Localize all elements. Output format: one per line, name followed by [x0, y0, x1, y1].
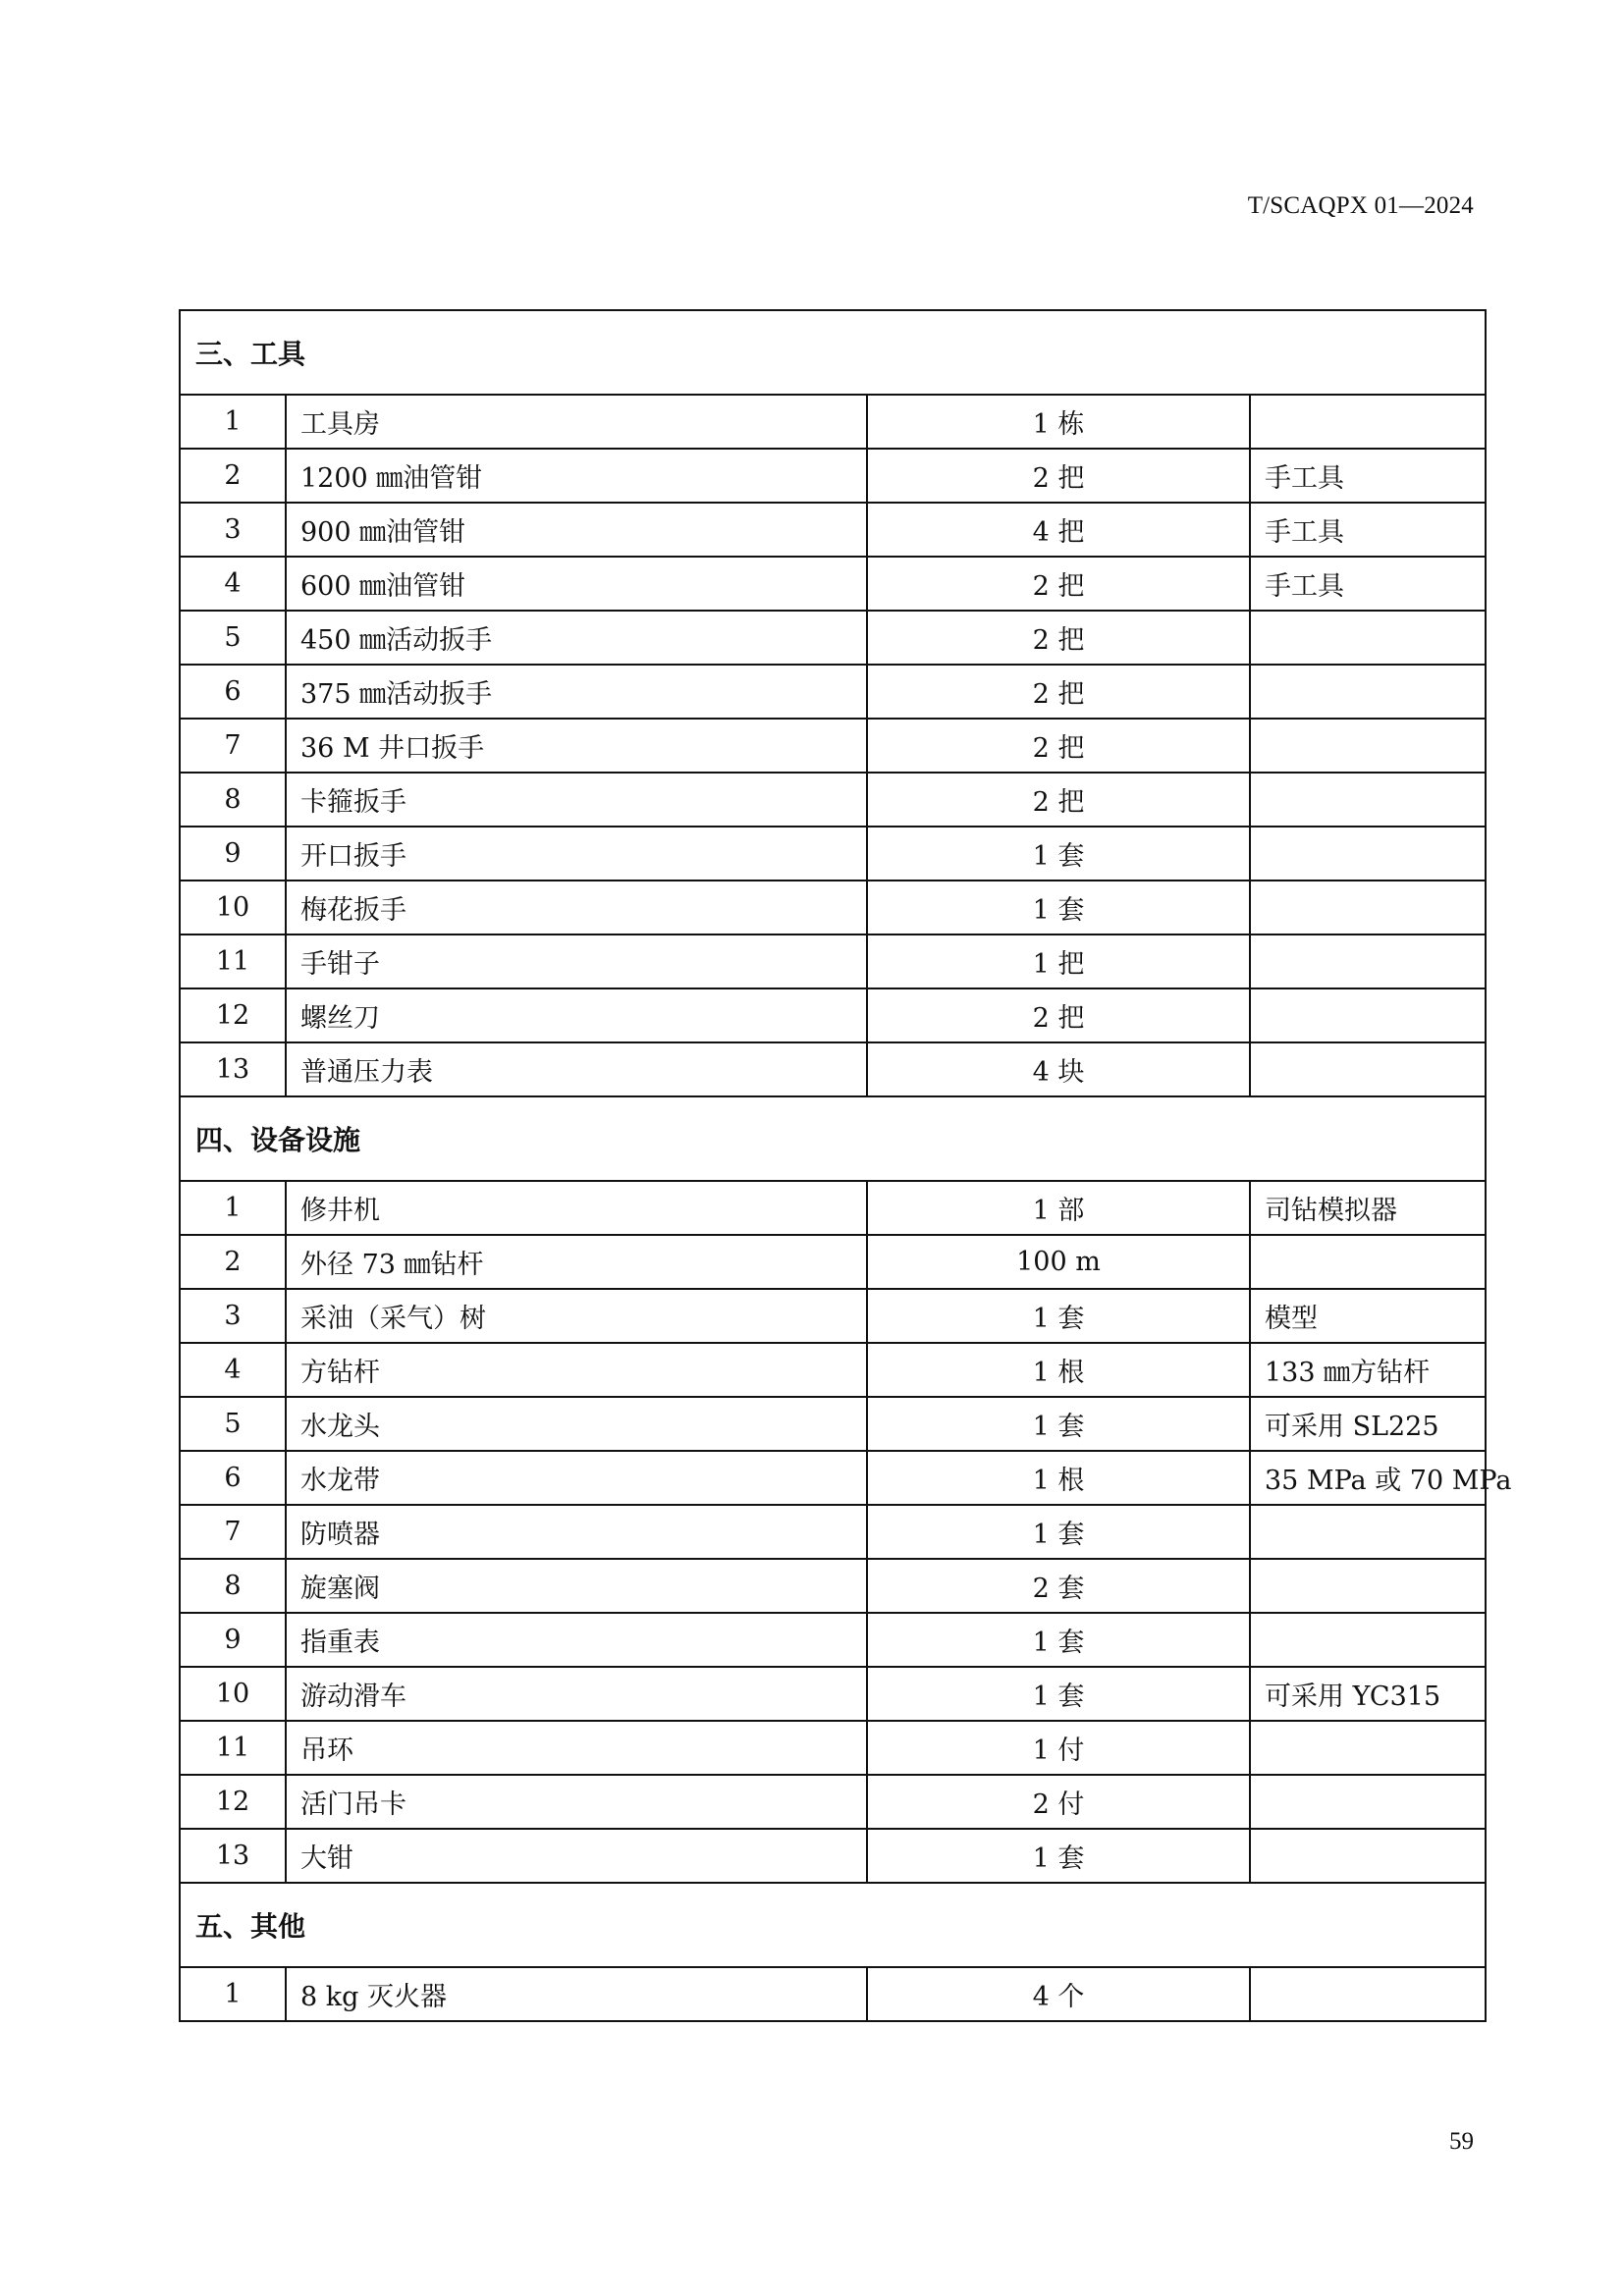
item-quantity: 2 把 — [867, 988, 1250, 1042]
item-number: 5 — [180, 1397, 286, 1451]
table-row — [180, 395, 1486, 449]
item-number: 4 — [180, 1343, 286, 1397]
item-quantity: 100 m — [867, 1235, 1250, 1289]
item-quantity: 4 个 — [867, 1967, 1250, 2021]
item-quantity: 1 套 — [867, 1397, 1250, 1451]
table-row — [180, 1343, 1486, 1397]
item-note: 模型 — [1250, 1289, 1486, 1343]
item-number: 7 — [180, 719, 286, 773]
item-note: 可采用 SL225 — [1250, 1397, 1486, 1451]
table-row — [180, 1181, 1486, 1235]
item-quantity: 1 根 — [867, 1343, 1250, 1397]
page-number: 59 — [1449, 2128, 1474, 2155]
item-name: 8 kg 灭火器 — [286, 1967, 867, 2021]
table-row — [180, 1505, 1486, 1559]
table-row — [180, 503, 1486, 557]
item-number: 2 — [180, 1235, 286, 1289]
item-note — [1250, 1559, 1486, 1613]
item-quantity: 2 把 — [867, 665, 1250, 719]
item-number: 1 — [180, 1181, 286, 1235]
item-number: 6 — [180, 1451, 286, 1505]
table-row — [180, 1967, 1486, 2021]
table-row — [180, 1829, 1486, 1883]
item-number: 8 — [180, 773, 286, 827]
item-number: 13 — [180, 1829, 286, 1883]
item-quantity: 1 套 — [867, 1829, 1250, 1883]
section-title: 三、工具 — [180, 310, 1486, 395]
item-quantity: 1 部 — [867, 1181, 1250, 1235]
item-note — [1250, 773, 1486, 827]
item-name: 开口扳手 — [286, 827, 867, 881]
item-name: 修井机 — [286, 1181, 867, 1235]
section-title: 五、其他 — [180, 1883, 1486, 1967]
item-number: 3 — [180, 503, 286, 557]
item-number: 9 — [180, 827, 286, 881]
section-title: 四、设备设施 — [180, 1096, 1486, 1181]
item-number: 7 — [180, 1505, 286, 1559]
item-number: 5 — [180, 611, 286, 665]
item-name: 900 ㎜油管钳 — [286, 503, 867, 557]
table-row — [180, 1042, 1486, 1096]
item-name: 梅花扳手 — [286, 881, 867, 934]
item-name: 旋塞阀 — [286, 1559, 867, 1613]
item-number: 11 — [180, 934, 286, 988]
item-note: 司钻模拟器 — [1250, 1181, 1486, 1235]
item-name: 手钳子 — [286, 934, 867, 988]
item-number: 13 — [180, 1042, 286, 1096]
item-note: 35 MPa 或 70 MPa — [1250, 1451, 1486, 1505]
table-row — [180, 934, 1486, 988]
item-note: 可采用 YC315 — [1250, 1667, 1486, 1721]
table-row — [180, 1397, 1486, 1451]
item-name: 375 ㎜活动扳手 — [286, 665, 867, 719]
item-number: 1 — [180, 1967, 286, 2021]
item-name: 外径 73 ㎜钻杆 — [286, 1235, 867, 1289]
table-row — [180, 557, 1486, 611]
section-header-row — [180, 1883, 1486, 1967]
table-row — [180, 665, 1486, 719]
item-note — [1250, 988, 1486, 1042]
table-row — [180, 611, 1486, 665]
item-name: 36 M 井口扳手 — [286, 719, 867, 773]
item-number: 6 — [180, 665, 286, 719]
item-quantity: 1 付 — [867, 1721, 1250, 1775]
item-name: 普通压力表 — [286, 1042, 867, 1096]
item-quantity: 1 套 — [867, 1667, 1250, 1721]
item-number: 10 — [180, 881, 286, 934]
item-note — [1250, 665, 1486, 719]
item-quantity: 2 把 — [867, 773, 1250, 827]
item-note — [1250, 611, 1486, 665]
item-note — [1250, 1967, 1486, 2021]
item-name: 活门吊卡 — [286, 1775, 867, 1829]
item-quantity: 1 套 — [867, 1289, 1250, 1343]
item-number: 3 — [180, 1289, 286, 1343]
equipment-table — [179, 309, 1512, 2022]
table-row — [180, 1235, 1486, 1289]
item-number: 12 — [180, 1775, 286, 1829]
item-quantity: 1 根 — [867, 1451, 1250, 1505]
item-quantity: 1 套 — [867, 827, 1250, 881]
table-row — [180, 449, 1486, 503]
item-name: 工具房 — [286, 395, 867, 449]
item-note — [1250, 1721, 1486, 1775]
item-note — [1250, 934, 1486, 988]
item-note — [1250, 395, 1486, 449]
item-name: 大钳 — [286, 1829, 867, 1883]
table-row — [180, 1289, 1486, 1343]
table-row — [180, 1721, 1486, 1775]
item-quantity: 1 套 — [867, 881, 1250, 934]
table-row — [180, 1559, 1486, 1613]
item-name: 水龙带 — [286, 1451, 867, 1505]
item-note — [1250, 1613, 1486, 1667]
item-quantity: 4 把 — [867, 503, 1250, 557]
table-row — [180, 1667, 1486, 1721]
item-note — [1250, 1775, 1486, 1829]
item-name: 游动滑车 — [286, 1667, 867, 1721]
item-number: 9 — [180, 1613, 286, 1667]
item-quantity: 2 把 — [867, 449, 1250, 503]
item-note — [1250, 719, 1486, 773]
item-quantity: 4 块 — [867, 1042, 1250, 1096]
item-name: 采油（采气）树 — [286, 1289, 867, 1343]
item-name: 防喷器 — [286, 1505, 867, 1559]
item-quantity: 1 套 — [867, 1613, 1250, 1667]
item-note — [1250, 1829, 1486, 1883]
item-note — [1250, 1042, 1486, 1096]
item-note — [1250, 827, 1486, 881]
item-quantity: 2 把 — [867, 557, 1250, 611]
table-row — [180, 827, 1486, 881]
table-row — [180, 988, 1486, 1042]
item-name: 600 ㎜油管钳 — [286, 557, 867, 611]
item-name: 吊环 — [286, 1721, 867, 1775]
item-quantity: 1 把 — [867, 934, 1250, 988]
table-row — [180, 881, 1486, 934]
item-quantity: 2 付 — [867, 1775, 1250, 1829]
item-name: 方钻杆 — [286, 1343, 867, 1397]
item-quantity: 2 把 — [867, 719, 1250, 773]
table-row — [180, 1613, 1486, 1667]
table-row — [180, 1451, 1486, 1505]
item-quantity: 2 套 — [867, 1559, 1250, 1613]
item-number: 12 — [180, 988, 286, 1042]
item-note: 手工具 — [1250, 449, 1486, 503]
item-number: 4 — [180, 557, 286, 611]
item-name: 1200 ㎜油管钳 — [286, 449, 867, 503]
item-number: 11 — [180, 1721, 286, 1775]
item-note — [1250, 881, 1486, 934]
item-note: 手工具 — [1250, 557, 1486, 611]
item-quantity: 1 栋 — [867, 395, 1250, 449]
table-row — [180, 773, 1486, 827]
section-header-row — [180, 310, 1486, 395]
document-code: T/SCAQPX 01—2024 — [1247, 192, 1474, 219]
item-name: 指重表 — [286, 1613, 867, 1667]
table-row — [180, 1775, 1486, 1829]
item-note: 133 ㎜方钻杆 — [1250, 1343, 1486, 1397]
item-name: 450 ㎜活动扳手 — [286, 611, 867, 665]
section-header-row — [180, 1096, 1486, 1181]
item-number: 2 — [180, 449, 286, 503]
item-name: 卡箍扳手 — [286, 773, 867, 827]
item-note — [1250, 1505, 1486, 1559]
item-name: 螺丝刀 — [286, 988, 867, 1042]
item-note — [1250, 1235, 1486, 1289]
item-number: 10 — [180, 1667, 286, 1721]
item-quantity: 1 套 — [867, 1505, 1250, 1559]
table-row — [180, 719, 1486, 773]
item-number: 1 — [180, 395, 286, 449]
item-note: 手工具 — [1250, 503, 1486, 557]
item-name: 水龙头 — [286, 1397, 867, 1451]
item-number: 8 — [180, 1559, 286, 1613]
item-quantity: 2 把 — [867, 611, 1250, 665]
